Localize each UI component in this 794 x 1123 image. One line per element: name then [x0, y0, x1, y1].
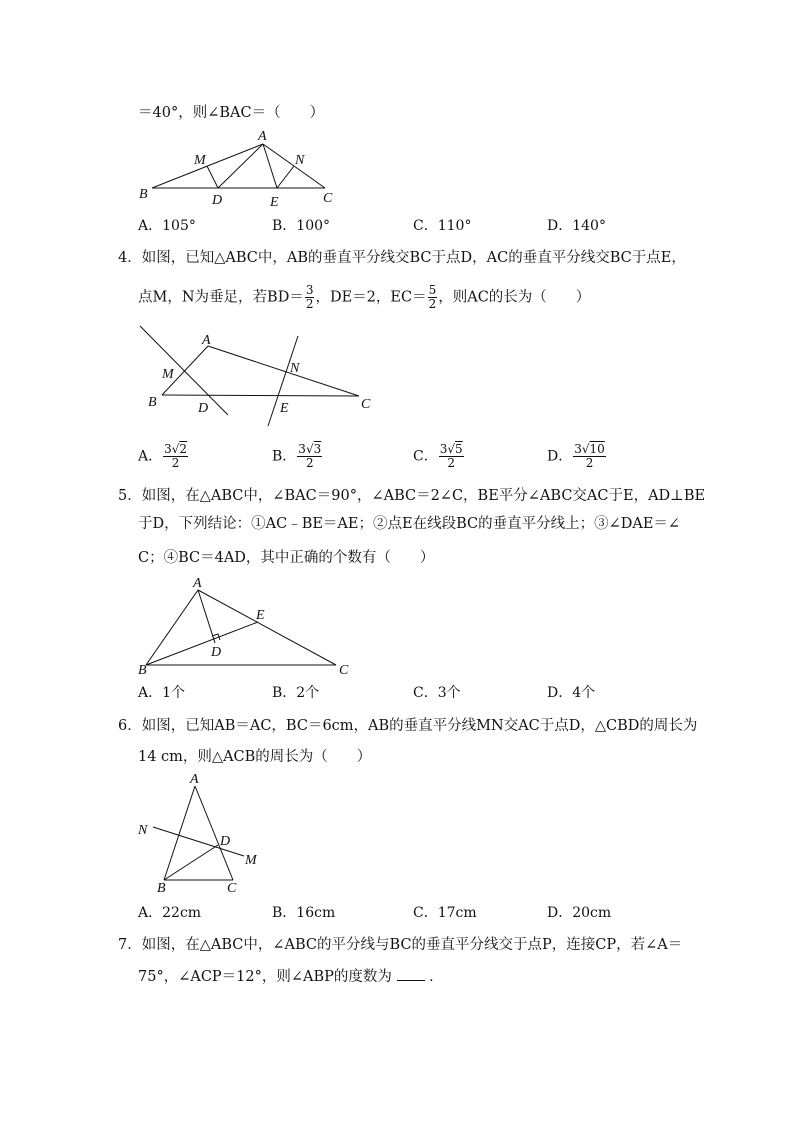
option-text: 1个 — [162, 685, 186, 701]
option-letter: B． — [272, 448, 297, 465]
stem-text: ，则AC的长为（ ） — [438, 289, 591, 306]
q5-label-a: A — [193, 576, 202, 591]
option-letter: A． — [138, 218, 163, 234]
option-fraction: $\frac{3√3}{2}$ — [298, 442, 322, 470]
stem-text: ． — [429, 969, 444, 985]
q6-label-n: N — [138, 823, 148, 838]
option-letter: B． — [272, 905, 297, 921]
fraction-denominator: 2 — [305, 297, 314, 311]
q3-label-c: C — [323, 191, 333, 206]
q3-option-b[interactable] — [272, 216, 330, 236]
q6-label-a: A — [190, 772, 199, 787]
q6-option-c[interactable] — [413, 903, 477, 923]
radicand: 2 — [179, 442, 188, 456]
radicand: 10 — [589, 442, 605, 456]
q3-stem-tail: ＝40°，则∠BAC＝（ ） — [138, 105, 325, 121]
q3-label-b: B — [139, 187, 148, 202]
q5-option-a[interactable] — [138, 683, 185, 703]
fraction-denominator: 2 — [305, 456, 314, 470]
stem-text: 如图，已知△ABC中，AB的垂直平分线交BC于点D，AC的垂直平分线交BC于点E， — [141, 250, 686, 266]
option-fraction: $\frac{3√10}{2}$ — [574, 442, 605, 470]
coefficient: 3 — [574, 442, 582, 456]
q4-option-d[interactable] — [547, 443, 607, 470]
stem-text: 如图，已知AB＝AC，BC＝6cm，AB的垂直平分线MN交AC于点D，△CBD的周长为 — [141, 718, 698, 734]
option-text: 100° — [296, 218, 331, 234]
coefficient: 3 — [439, 442, 448, 456]
option-letter: C． — [413, 685, 438, 701]
option-text: 4个 — [572, 685, 596, 701]
option-fraction: $\frac{3√5}{2}$ — [439, 442, 463, 470]
q6-stem-line1 — [118, 716, 697, 736]
q6-label-b: B — [157, 881, 166, 895]
q5-option-d[interactable] — [547, 683, 595, 703]
q4-option-b[interactable] — [272, 443, 323, 470]
fraction-numerator: 5 — [428, 283, 437, 297]
option-letter: D． — [547, 905, 573, 921]
stem-text: 75°，∠ACP＝12°，则∠ABP的度数为 — [138, 969, 392, 985]
fraction-denominator: 2 — [428, 297, 437, 311]
option-letter: A． — [138, 685, 163, 701]
q5-label-c: C — [339, 663, 349, 678]
option-letter: B． — [272, 218, 297, 234]
q7-stem-line1 — [118, 935, 682, 955]
option-text: 105° — [162, 218, 196, 234]
option-text: 16cm — [296, 905, 336, 921]
option-text: 17cm — [437, 905, 477, 921]
q6-option-a[interactable] — [138, 903, 201, 923]
q5-option-b[interactable] — [272, 683, 319, 703]
stem-text: ，DE＝2，EC＝ — [315, 289, 427, 306]
option-text: 2个 — [296, 685, 320, 701]
radicand: 5 — [455, 442, 463, 456]
question-number: 6． — [118, 718, 142, 734]
question-number: 4． — [118, 250, 142, 266]
option-letter: D． — [547, 448, 573, 465]
q4-label-b: B — [148, 395, 157, 410]
q6-option-b[interactable] — [272, 903, 335, 923]
question-number: 5． — [118, 488, 142, 504]
fraction-numerator: 3 — [305, 283, 314, 297]
stem-text: 如图，在△ABC中，∠BAC＝90°，∠ABC＝2∠C，BE平分∠ABC交AC于E，AD⊥BE — [141, 488, 706, 504]
option-text: 22cm — [162, 905, 202, 921]
option-text: 140° — [572, 218, 606, 234]
q3-option-a[interactable] — [138, 216, 196, 236]
q3-label-m: M — [194, 153, 206, 168]
radicand: 3 — [313, 442, 322, 456]
bd-fraction — [305, 284, 315, 311]
q6-stem-line2: 14 cm，则△ACB的周长为（ ） — [138, 749, 372, 765]
q7-stem-line2 — [138, 966, 444, 987]
q3-label-n: N — [295, 153, 305, 168]
q5-figure — [130, 574, 360, 679]
q3-option-c[interactable] — [413, 216, 471, 236]
q5-stem-line3: C；④BC＝4AD，其中正确的个数有（ ） — [138, 550, 435, 566]
ec-fraction — [428, 284, 438, 311]
q3-option-d[interactable] — [547, 216, 606, 236]
q4-stem-line1 — [118, 248, 686, 268]
fraction-denominator: 2 — [585, 456, 594, 470]
q4-label-d: D — [198, 401, 209, 416]
q5-label-b: B — [138, 663, 147, 678]
q4-figure — [130, 322, 380, 430]
q5-stem-line2: 于D，下列结论：①AC﹣BE＝AE；②点E在线段BC的垂直平分线上；③∠DAE＝∠ — [138, 516, 681, 532]
q4-label-a: A — [202, 333, 211, 348]
q6-label-c: C — [227, 881, 237, 895]
q4-stem-line2 — [138, 284, 590, 311]
stem-text: 点M，N为垂足，若BD＝ — [138, 289, 304, 306]
q6-figure — [130, 770, 270, 895]
option-letter: C． — [413, 905, 438, 921]
q3-label-e: E — [270, 195, 279, 210]
q4-label-e: E — [280, 401, 289, 416]
option-letter: A． — [138, 448, 163, 465]
q4-label-c: C — [361, 397, 371, 412]
q6-label-d: D — [220, 834, 231, 849]
q4-label-n: N — [290, 361, 300, 376]
q5-label-e: E — [256, 608, 265, 623]
fraction-denominator: 2 — [171, 456, 180, 470]
option-letter: D． — [547, 685, 573, 701]
q6-label-m: M — [245, 853, 257, 868]
coefficient: 3 — [298, 442, 306, 456]
q4-label-m: M — [162, 367, 174, 382]
option-text: 20cm — [572, 905, 612, 921]
q4-option-a[interactable] — [138, 443, 189, 470]
option-letter: D． — [547, 218, 573, 234]
stem-text: 如图，在△ABC中，∠ABC的平分线与BC的垂直平分线交于点P，连接CP，若∠A＝ — [141, 937, 683, 953]
option-fraction: $\frac{3√2}{2}$ — [164, 442, 188, 470]
option-letter: B． — [272, 685, 297, 701]
option-letter: C． — [413, 218, 438, 234]
option-letter: C． — [413, 448, 438, 465]
option-text: 3个 — [437, 685, 461, 701]
answer-blank[interactable] — [397, 966, 425, 981]
q5-stem-line1 — [118, 486, 705, 506]
q3-label-d: D — [212, 193, 223, 208]
q6-option-d[interactable] — [547, 903, 611, 923]
coefficient: 3 — [164, 442, 172, 456]
option-letter: A． — [138, 905, 163, 921]
option-text: 110° — [437, 218, 472, 234]
fraction-denominator: 2 — [447, 456, 455, 470]
question-number: 7． — [118, 937, 142, 953]
q5-option-c[interactable] — [413, 683, 461, 703]
q3-figure — [130, 128, 350, 213]
q5-label-d: D — [211, 645, 222, 660]
q4-option-c[interactable] — [413, 443, 465, 470]
q3-label-a: A — [258, 129, 267, 144]
